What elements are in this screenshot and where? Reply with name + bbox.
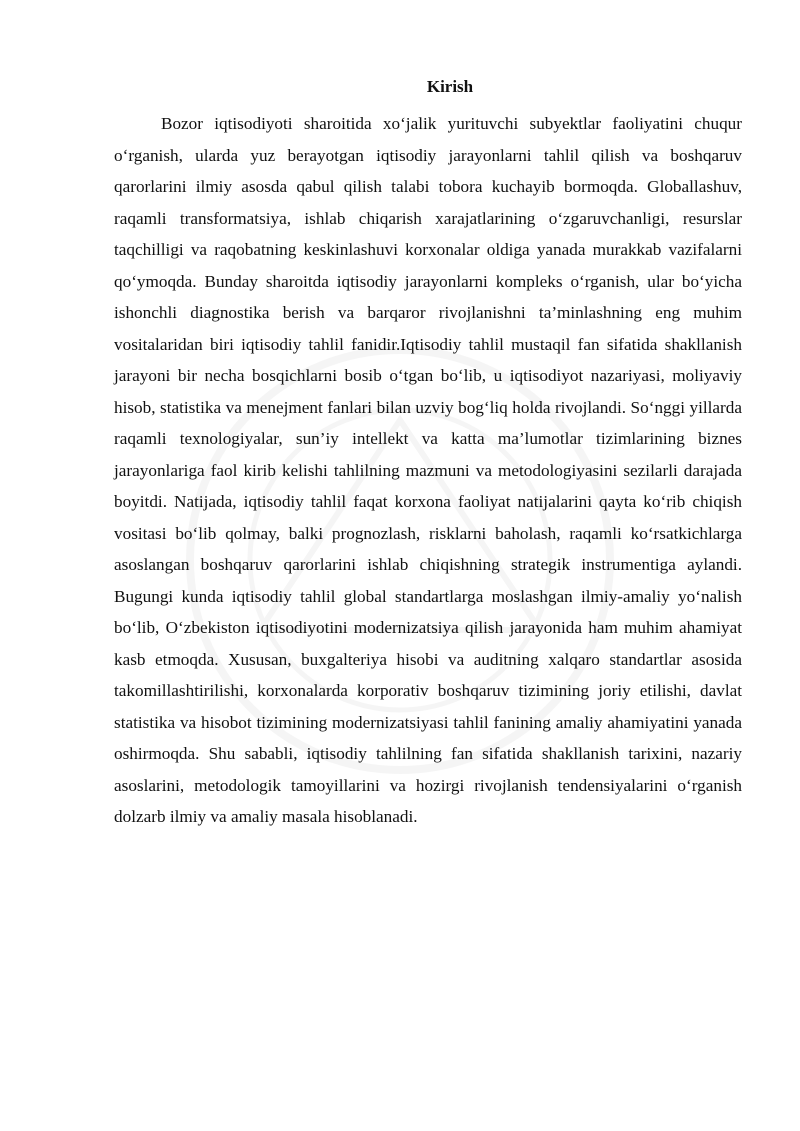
- body-paragraph: Bozor iqtisodiyoti sharoitida xo‘jalik yurituvchi subyektlar faoliyatini chuqur o‘rganish, ularda yuz berayotgan iqtisodiy jarayonlarni tahlil qilish va boshqaruv qarorlarini ilmiy asosda qabul qilish talabi tobora kuchayib bormoqda. Globallashuv, raqamli transformatsiya, ishlab chiqarish xarajatlarining o‘zgaruvchanligi, resurslar taqchilligi va raqobatning keskinlashuvi korxonalar oldiga yanada murakkab vazifalarni qo‘ymoqda. Bunday sharoitda iqtisodiy jarayonlarni kompleks o‘rganish, ular bo‘yicha ishonchli diagnostika berish va barqaror rivojlanishni ta’minlashning eng muhim vositalaridan biri iqtisodiy tahlil fanidir.Iqtisodiy tahlil mustaqil fan sifatida shakllanish jarayoni bir necha bosqichlarni bosib o‘tgan bo‘lib, u iqtisodiyot nazariyasi, moliyaviy hisob, statistika va menejment fanlari bilan uzviy bog‘liq holda rivojlandi. So‘nggi yillarda raqamli texnologiyalar, sun’iy intellekt va katta ma’lumotlar tizimlarining biznes jarayonlariga faol kirib kelishi tahlilning mazmuni va metodologiyasini sezilarli darajada boyitdi. Natijada, iqtisodiy tahlil faqat korxona faoliyat natijalarini qayta ko‘rib chiqish vositasi bo‘lib qolmay, balki prognozlash, risklarni baholash, raqamli ko‘rsatkichlarga asoslangan boshqaruv qarorlarini ishlab chiqishning strategik instrumentiga aylandi. Bugungi kunda iqtisodiy tahlil global standartlarga moslashgan ilmiy-amaliy yo‘nalish bo‘lib, O‘zbekiston iqtisodiyotini modernizatsiya qilish jarayonida ham muhim ahamiyat kasb etmoqda. Xususan, buxgalteriya hisobi va auditning xalqaro standartlar asosida takomillashtirilishi, korxonalarda korporativ boshqaruv tizimining joriy etilishi, davlat statistika va hisobot tizimining modernizatsiyasi tahlil fanining amaliy ahamiyatini yanada oshirmoqda. Shu sababli, iqtisodiy tahlilning fan sifatida shakllanish tarixini, nazariy asoslarini, metodologik tamoyillarini va hozirgi rivojlanish tendensiyalarini o‘rganish dolzarb ilmiy va amaliy masala hisoblanadi.: [114, 114, 742, 826]
- section-title: Kirish: [426, 77, 474, 96]
